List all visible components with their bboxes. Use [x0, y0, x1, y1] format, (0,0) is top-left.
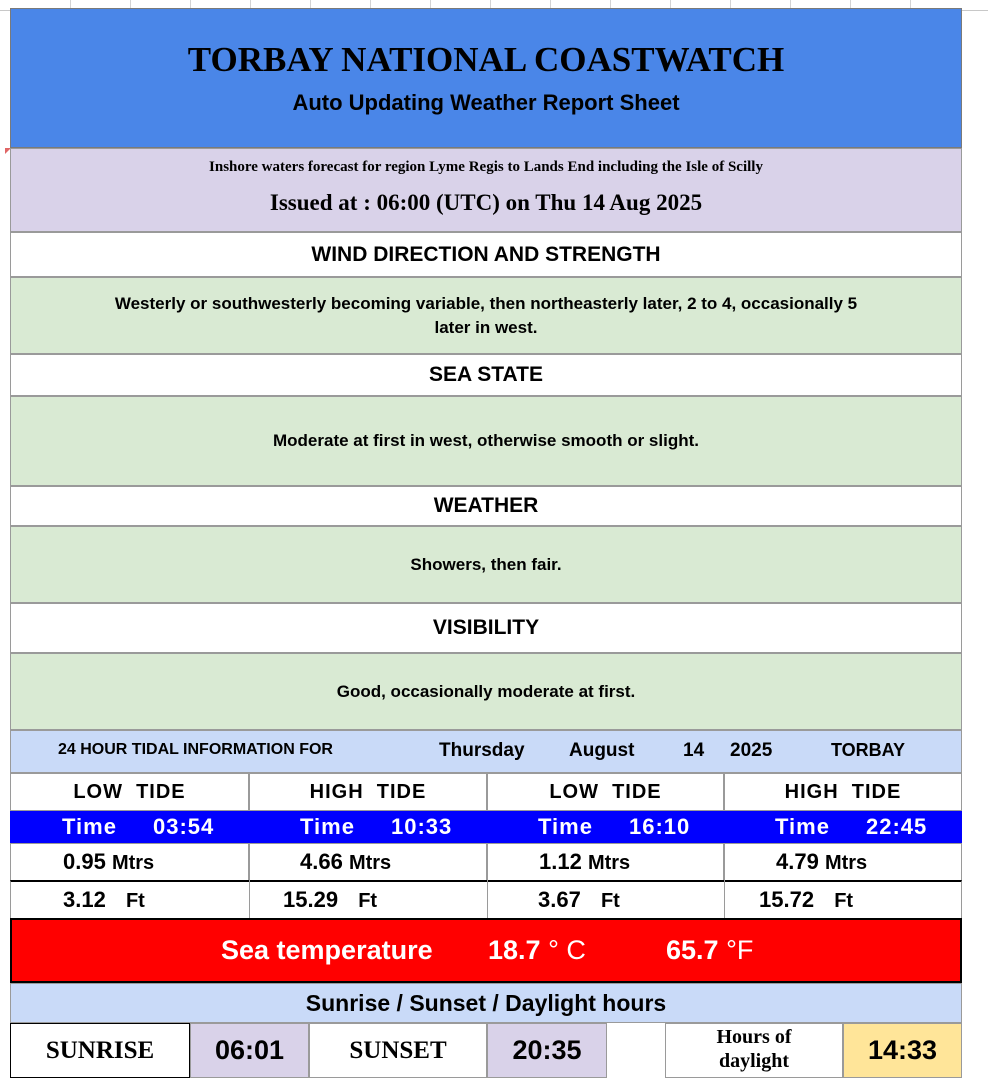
tide-time-label-1: Time [62, 814, 117, 839]
tidal-label: 24 HOUR TIDAL INFORMATION FOR [58, 741, 333, 758]
tide-type-2: HIGH TIDE [249, 773, 487, 811]
tide-mtrs-unit-2: Mtrs [348, 852, 392, 874]
tide-ft-unit-1: Ft [125, 890, 145, 912]
sea-temp-fahrenheit [666, 935, 753, 966]
sea-state-heading: SEA STATE [10, 354, 962, 396]
tidal-place: TORBAY [831, 740, 906, 760]
tide-ft-3 [538, 887, 620, 913]
tide-mtrs-1 [63, 849, 154, 875]
tide-time-label-3: Time [538, 814, 593, 839]
sea-temp-fahrenheit-unit: °F [726, 935, 754, 965]
tide-ft-value-4: 15.72 [759, 887, 815, 912]
tide-ft-4 [759, 887, 853, 913]
tide-mtrs-3 [539, 849, 630, 875]
sunset-time: 20:35 [487, 1023, 607, 1078]
sunrise-label: SUNRISE [10, 1023, 190, 1078]
tide-ft-divider-3 [724, 880, 725, 919]
tide-ft-unit-3: Ft [600, 890, 620, 912]
tide-mtrs-value-1: 0.95 [63, 849, 106, 874]
weather-text: Showers, then fair. [10, 526, 962, 603]
tide-time-3: 16:10 [629, 814, 691, 839]
tidal-day: Thursday [439, 740, 525, 761]
sea-temp-celsius [488, 935, 586, 966]
tide-mtrs-unit-3: Mtrs [587, 852, 631, 874]
issued-text: Issued at : 06:00 (UTC) on Thu 14 Aug 2025 [269, 190, 703, 215]
tide-ft-value-3: 3.67 [538, 887, 581, 912]
tide-ft-unit-2: Ft [358, 890, 378, 912]
page-title: TORBAY NATIONAL COASTWATCH [187, 40, 785, 79]
sea-temp-celsius-value: 18.7 [488, 935, 541, 965]
tide-ft-value-1: 3.12 [63, 887, 106, 912]
tide-type-3: LOW TIDE [487, 773, 724, 811]
region-text: Inshore waters forecast for region Lyme Regis to Lands End including the Isle of Scilly [209, 158, 763, 175]
sea-temperature-bar [10, 918, 962, 983]
sunset-label: SUNSET [309, 1023, 487, 1078]
tide-type-4: HIGH TIDE [724, 773, 962, 811]
sea-temp-label: Sea temperature [221, 935, 433, 965]
tide-time-label-4: Time [775, 814, 830, 839]
tidal-month: August [569, 740, 635, 761]
wind-heading: WIND DIRECTION AND STRENGTH [10, 232, 962, 277]
sea-temp-fahrenheit-value: 65.7 [666, 935, 719, 965]
sea-state-text: Moderate at first in west, otherwise smooth or slight. [10, 396, 962, 486]
sunrise-time: 06:01 [190, 1023, 309, 1078]
tide-time-label-2: Time [300, 814, 355, 839]
tide-mtrs-value-4: 4.79 [776, 849, 819, 874]
tide-ft-2 [283, 887, 377, 913]
daylight-label-line-1: Hours of [716, 1026, 792, 1048]
tide-time-4: 22:45 [866, 814, 928, 839]
tide-mtrs-2 [300, 849, 391, 875]
tide-ft-unit-4: Ft [834, 890, 854, 912]
tidal-year: 2025 [730, 740, 773, 761]
tide-type-1: LOW TIDE [10, 773, 249, 811]
tide-ft-divider-1 [249, 880, 250, 919]
tide-mtrs-unit-1: Mtrs [111, 852, 155, 874]
sea-temp-celsius-unit: ° C [548, 935, 586, 965]
sun-heading: Sunrise / Sunset / Daylight hours [10, 983, 962, 1023]
visibility-text: Good, occasionally moderate at first. [10, 653, 962, 730]
tide-mtrs-value-3: 1.12 [539, 849, 582, 874]
tide-mtrs-unit-4: Mtrs [824, 852, 868, 874]
tide-time-2: 10:33 [391, 814, 453, 839]
wind-text: Westerly or southwesterly becoming variable, then northeasterly later, 2 to 4, occasionally 5 later in west. [10, 277, 962, 354]
daylight-hours: 14:33 [843, 1023, 962, 1078]
tide-mtrs-value-2: 4.66 [300, 849, 343, 874]
weather-heading: WEATHER [10, 486, 962, 526]
daylight-label-line-2: daylight [718, 1050, 790, 1072]
page-subtitle: Auto Updating Weather Report Sheet [292, 90, 680, 115]
tidal-date: 14 [683, 740, 705, 761]
tide-ft-divider-2 [487, 880, 488, 919]
tide-mtrs-4 [776, 849, 867, 875]
tide-ft-value-2: 15.29 [283, 887, 339, 912]
tide-time-1: 03:54 [153, 814, 215, 839]
visibility-heading: VISIBILITY [10, 603, 962, 653]
tide-ft-1 [63, 887, 145, 913]
